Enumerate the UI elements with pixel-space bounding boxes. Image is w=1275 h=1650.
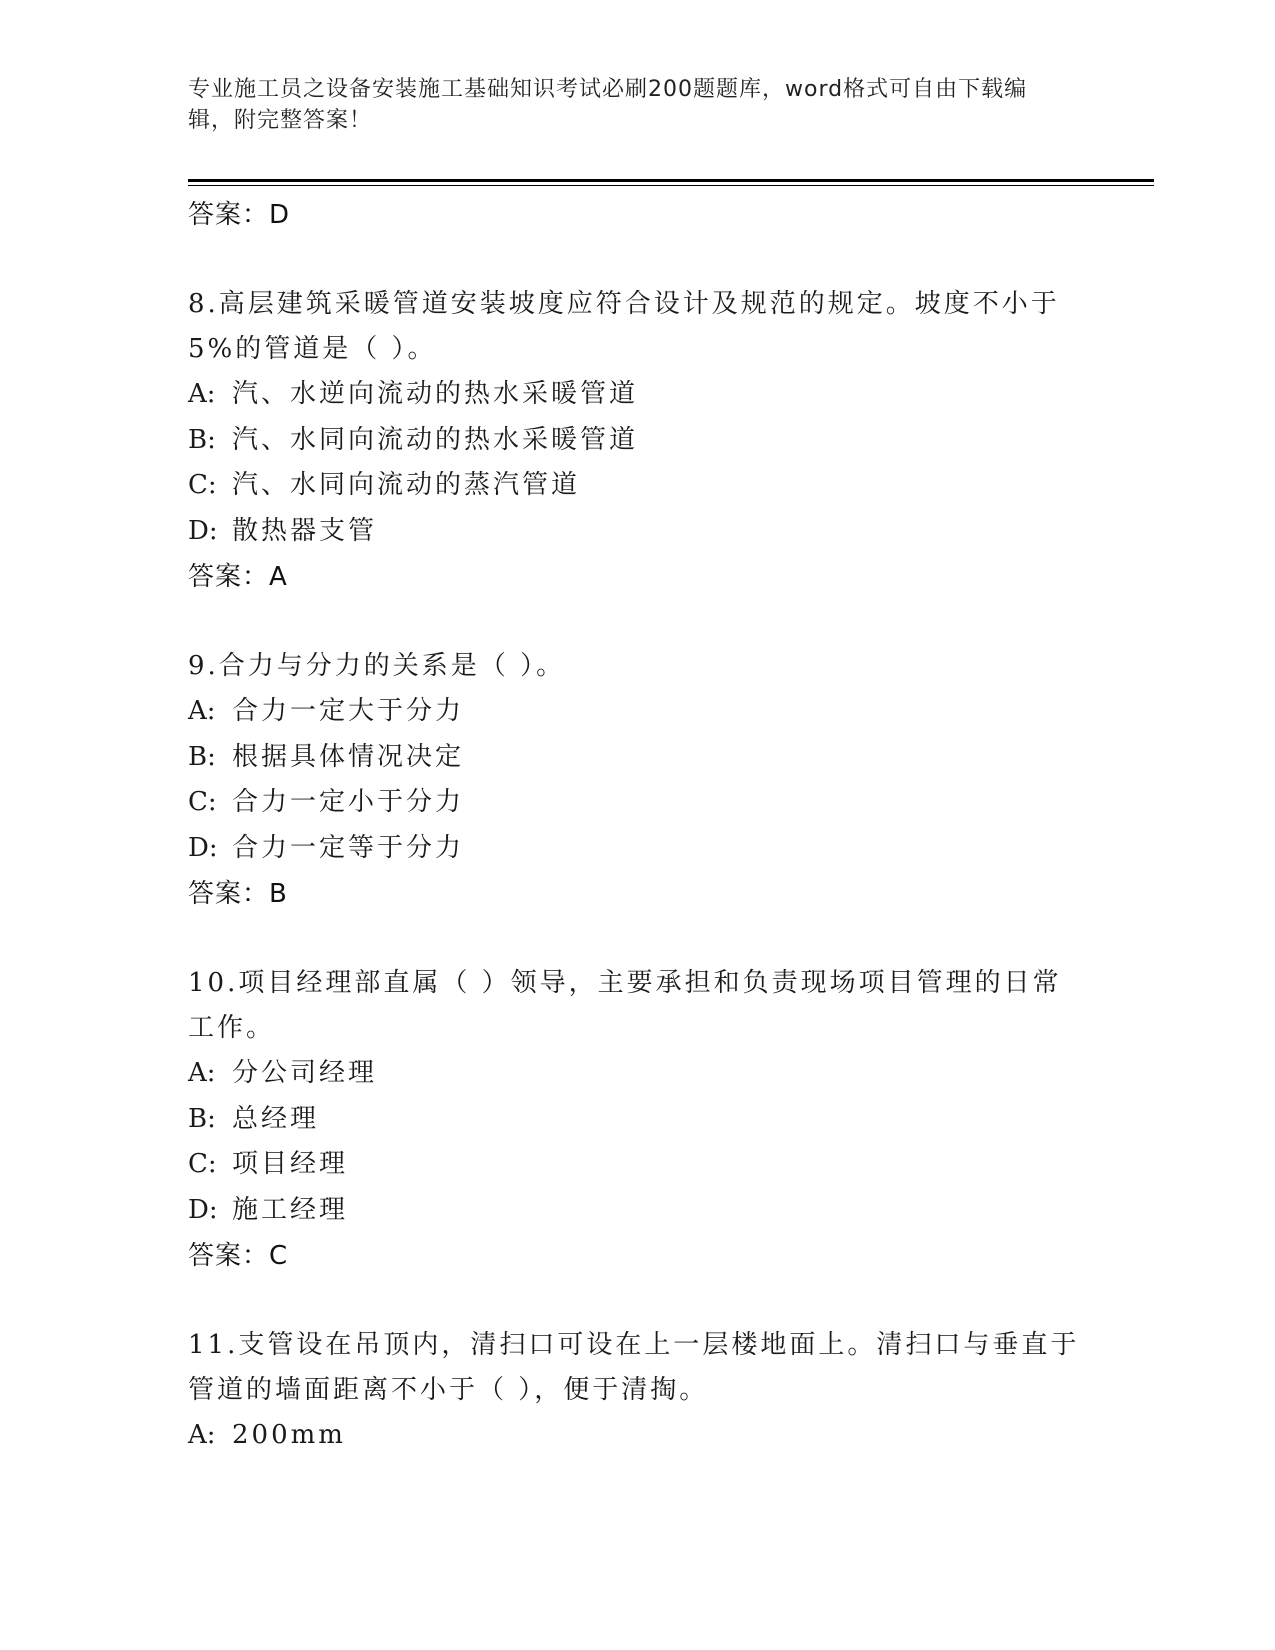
option-letter: C: bbox=[188, 470, 217, 500]
option-text: 项目经理 bbox=[232, 1149, 349, 1179]
question-list bbox=[188, 192, 1088, 1459]
option-line bbox=[188, 509, 1088, 555]
question-block bbox=[188, 644, 1088, 917]
option-letter: A: bbox=[188, 379, 216, 409]
question-gap bbox=[188, 1279, 1088, 1323]
option-line bbox=[188, 418, 1088, 464]
option-text: 200mm bbox=[232, 1420, 346, 1450]
question-gap bbox=[188, 600, 1088, 644]
question-block bbox=[188, 1323, 1088, 1459]
question-gap bbox=[188, 238, 1088, 282]
option-text: 合力一定大于分力 bbox=[232, 696, 465, 726]
option-line bbox=[188, 1142, 1088, 1188]
question-block bbox=[188, 282, 1088, 600]
option-text: 分公司经理 bbox=[232, 1058, 378, 1088]
option-text: 合力一定等于分力 bbox=[232, 832, 465, 863]
option-letter: A: bbox=[188, 1420, 216, 1450]
option-line bbox=[188, 1051, 1088, 1097]
question-block bbox=[188, 961, 1088, 1279]
option-letter: C: bbox=[188, 1149, 217, 1179]
option-line bbox=[188, 689, 1088, 735]
option-text: 合力一定小于分力 bbox=[232, 787, 465, 817]
option-text: 施工经理 bbox=[232, 1194, 349, 1225]
header-rule-thin bbox=[188, 185, 1154, 186]
answer-line: 答案：C bbox=[188, 1241, 289, 1271]
question-gap bbox=[188, 917, 1088, 961]
option-line bbox=[188, 463, 1088, 509]
option-letter: D: bbox=[188, 515, 218, 546]
option-text: 汽、水同向流动的蒸汽管道 bbox=[232, 470, 581, 500]
option-line bbox=[188, 780, 1088, 826]
question-text: 11.支管设在吊顶内，清扫口可设在上一层楼地面上。清扫口与垂直于管道的墙面距离不小于（ ），便于清掏。 bbox=[188, 1330, 1080, 1405]
option-letter: A: bbox=[188, 1058, 216, 1088]
option-line bbox=[188, 372, 1088, 418]
option-line bbox=[188, 1413, 1088, 1459]
option-line bbox=[188, 826, 1088, 872]
answer-line: 答案：A bbox=[188, 562, 288, 592]
option-letter: C: bbox=[188, 787, 217, 817]
question-text: 8.高层建筑采暖管道安装坡度应符合设计及规范的规定。坡度不小于5%的管道是（ ）。 bbox=[188, 289, 1060, 364]
option-line bbox=[188, 1188, 1088, 1234]
option-line bbox=[188, 735, 1088, 781]
option-letter: D: bbox=[188, 1194, 218, 1225]
header-rule-thick bbox=[188, 179, 1154, 182]
option-letter: D: bbox=[188, 832, 218, 863]
option-text: 根据具体情况决定 bbox=[232, 741, 465, 772]
question-text: 10.项目经理部直属（ ）领导，主要承担和负责现场项目管理的日常工作。 bbox=[188, 968, 1062, 1043]
document-header: 专业施工员之设备安装施工基础知识考试必刷200题题库，word格式可自由下载编辑，附完整答案！ bbox=[188, 77, 1028, 133]
option-text: 汽、水逆向流动的热水采暖管道 bbox=[232, 379, 639, 409]
option-line bbox=[188, 1097, 1088, 1143]
answer-line: 答案：B bbox=[188, 879, 288, 909]
answer-line: 答案：D bbox=[188, 200, 291, 230]
option-text: 总经理 bbox=[232, 1103, 320, 1134]
option-letter: B: bbox=[188, 741, 216, 772]
option-letter: B: bbox=[188, 1103, 216, 1134]
option-text: 汽、水同向流动的热水采暖管道 bbox=[232, 424, 639, 455]
question-text: 9.合力与分力的关系是（ ）。 bbox=[188, 651, 566, 681]
option-letter: B: bbox=[188, 424, 216, 455]
option-letter: A: bbox=[188, 696, 216, 726]
option-text: 散热器支管 bbox=[232, 515, 378, 546]
